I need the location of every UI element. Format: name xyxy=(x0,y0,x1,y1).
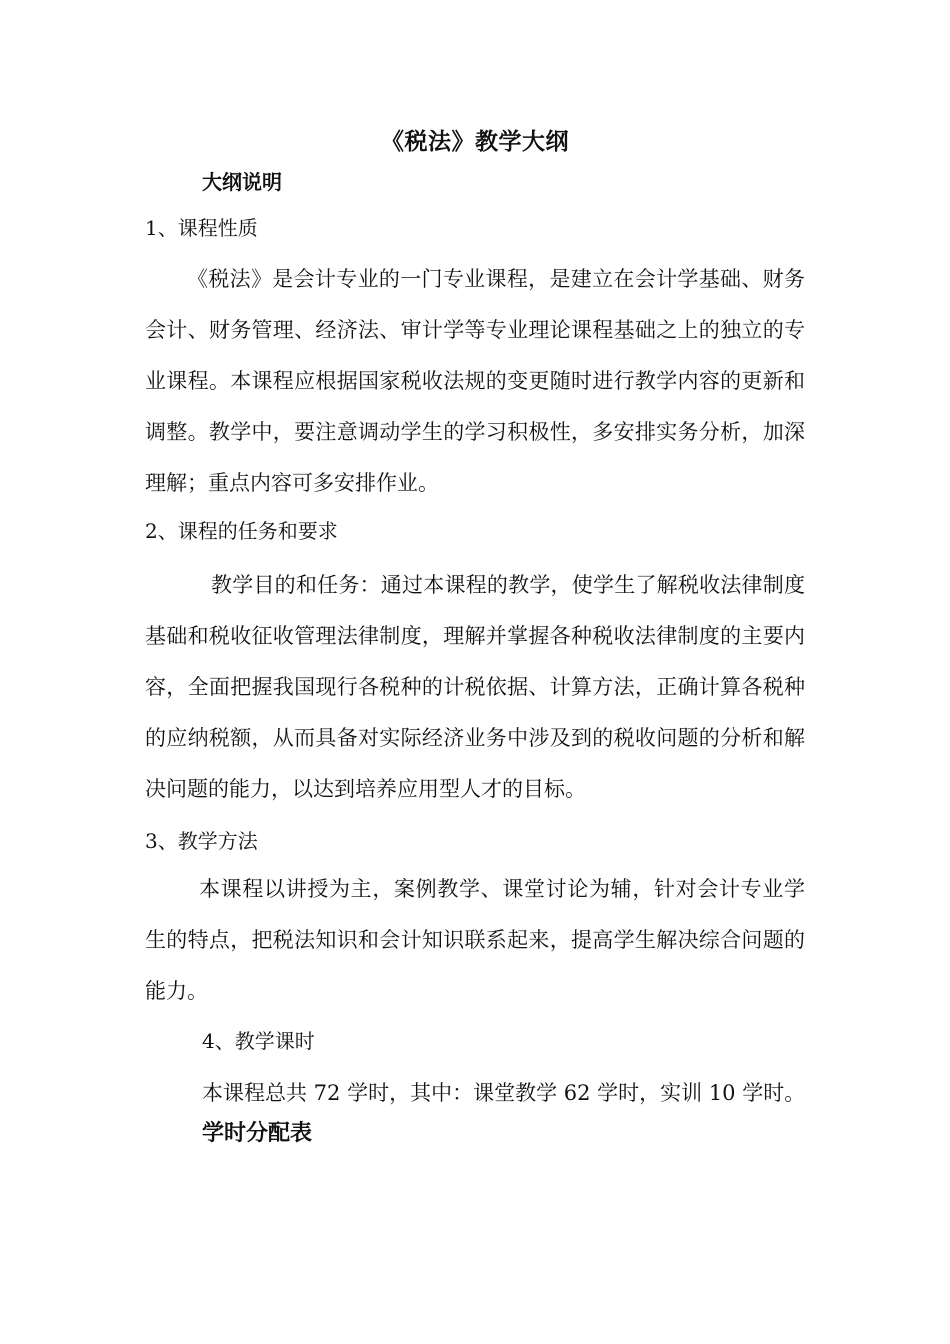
hours-table-heading: 学时分配表 xyxy=(202,1121,313,1146)
section-body-course-nature: 《税法》是会计专业的一门专业课程，是建立在会计学基础、财务会计、财务管理、经济法、审计学等专业理论课程基础之上的独立的专业课程。本课程应根据国家税收法规的变更随时进行教学内容的更新和调整。教学中，要注意调动学生的学习积极性，多安排实务分析，加深理解；重点内容可多安排作业。 xyxy=(145,267,805,495)
outline-heading: 大纲说明 xyxy=(202,170,282,194)
document-title: 《税法》教学大纲 xyxy=(381,129,569,155)
section-body-tasks-requirements: 教学目的和任务：通过本课程的教学，使学生了解税收法律制度基础和税收征收管理法律制度，理解并掌握各种税收法律制度的主要内容，全面把握我国现行各税种的计税依据、计算方法，正确计算各税种的应纳税额，从而具备对实际经济业务中涉及到的税收问题的分析和解决问题的能力，以达到培养应用型人才的目标。 xyxy=(145,573,805,801)
section-heading-teaching-method: 3、教学方法 xyxy=(145,829,258,853)
section-body-teaching-hours: 本课程总共 72 学时，其中：课堂教学 62 学时，实训 10 学时。 xyxy=(202,1081,806,1105)
section-heading-tasks-requirements: 2、课程的任务和要求 xyxy=(145,519,338,543)
section-heading-course-nature: 1、课程性质 xyxy=(145,216,258,240)
section-body-teaching-method: 本课程以讲授为主，案例教学、课堂讨论为辅，针对会计专业学生的特点，把税法知识和会计知识联系起来，提高学生解决综合问题的能力。 xyxy=(145,877,805,1003)
section-heading-teaching-hours: 4、教学课时 xyxy=(202,1029,315,1053)
